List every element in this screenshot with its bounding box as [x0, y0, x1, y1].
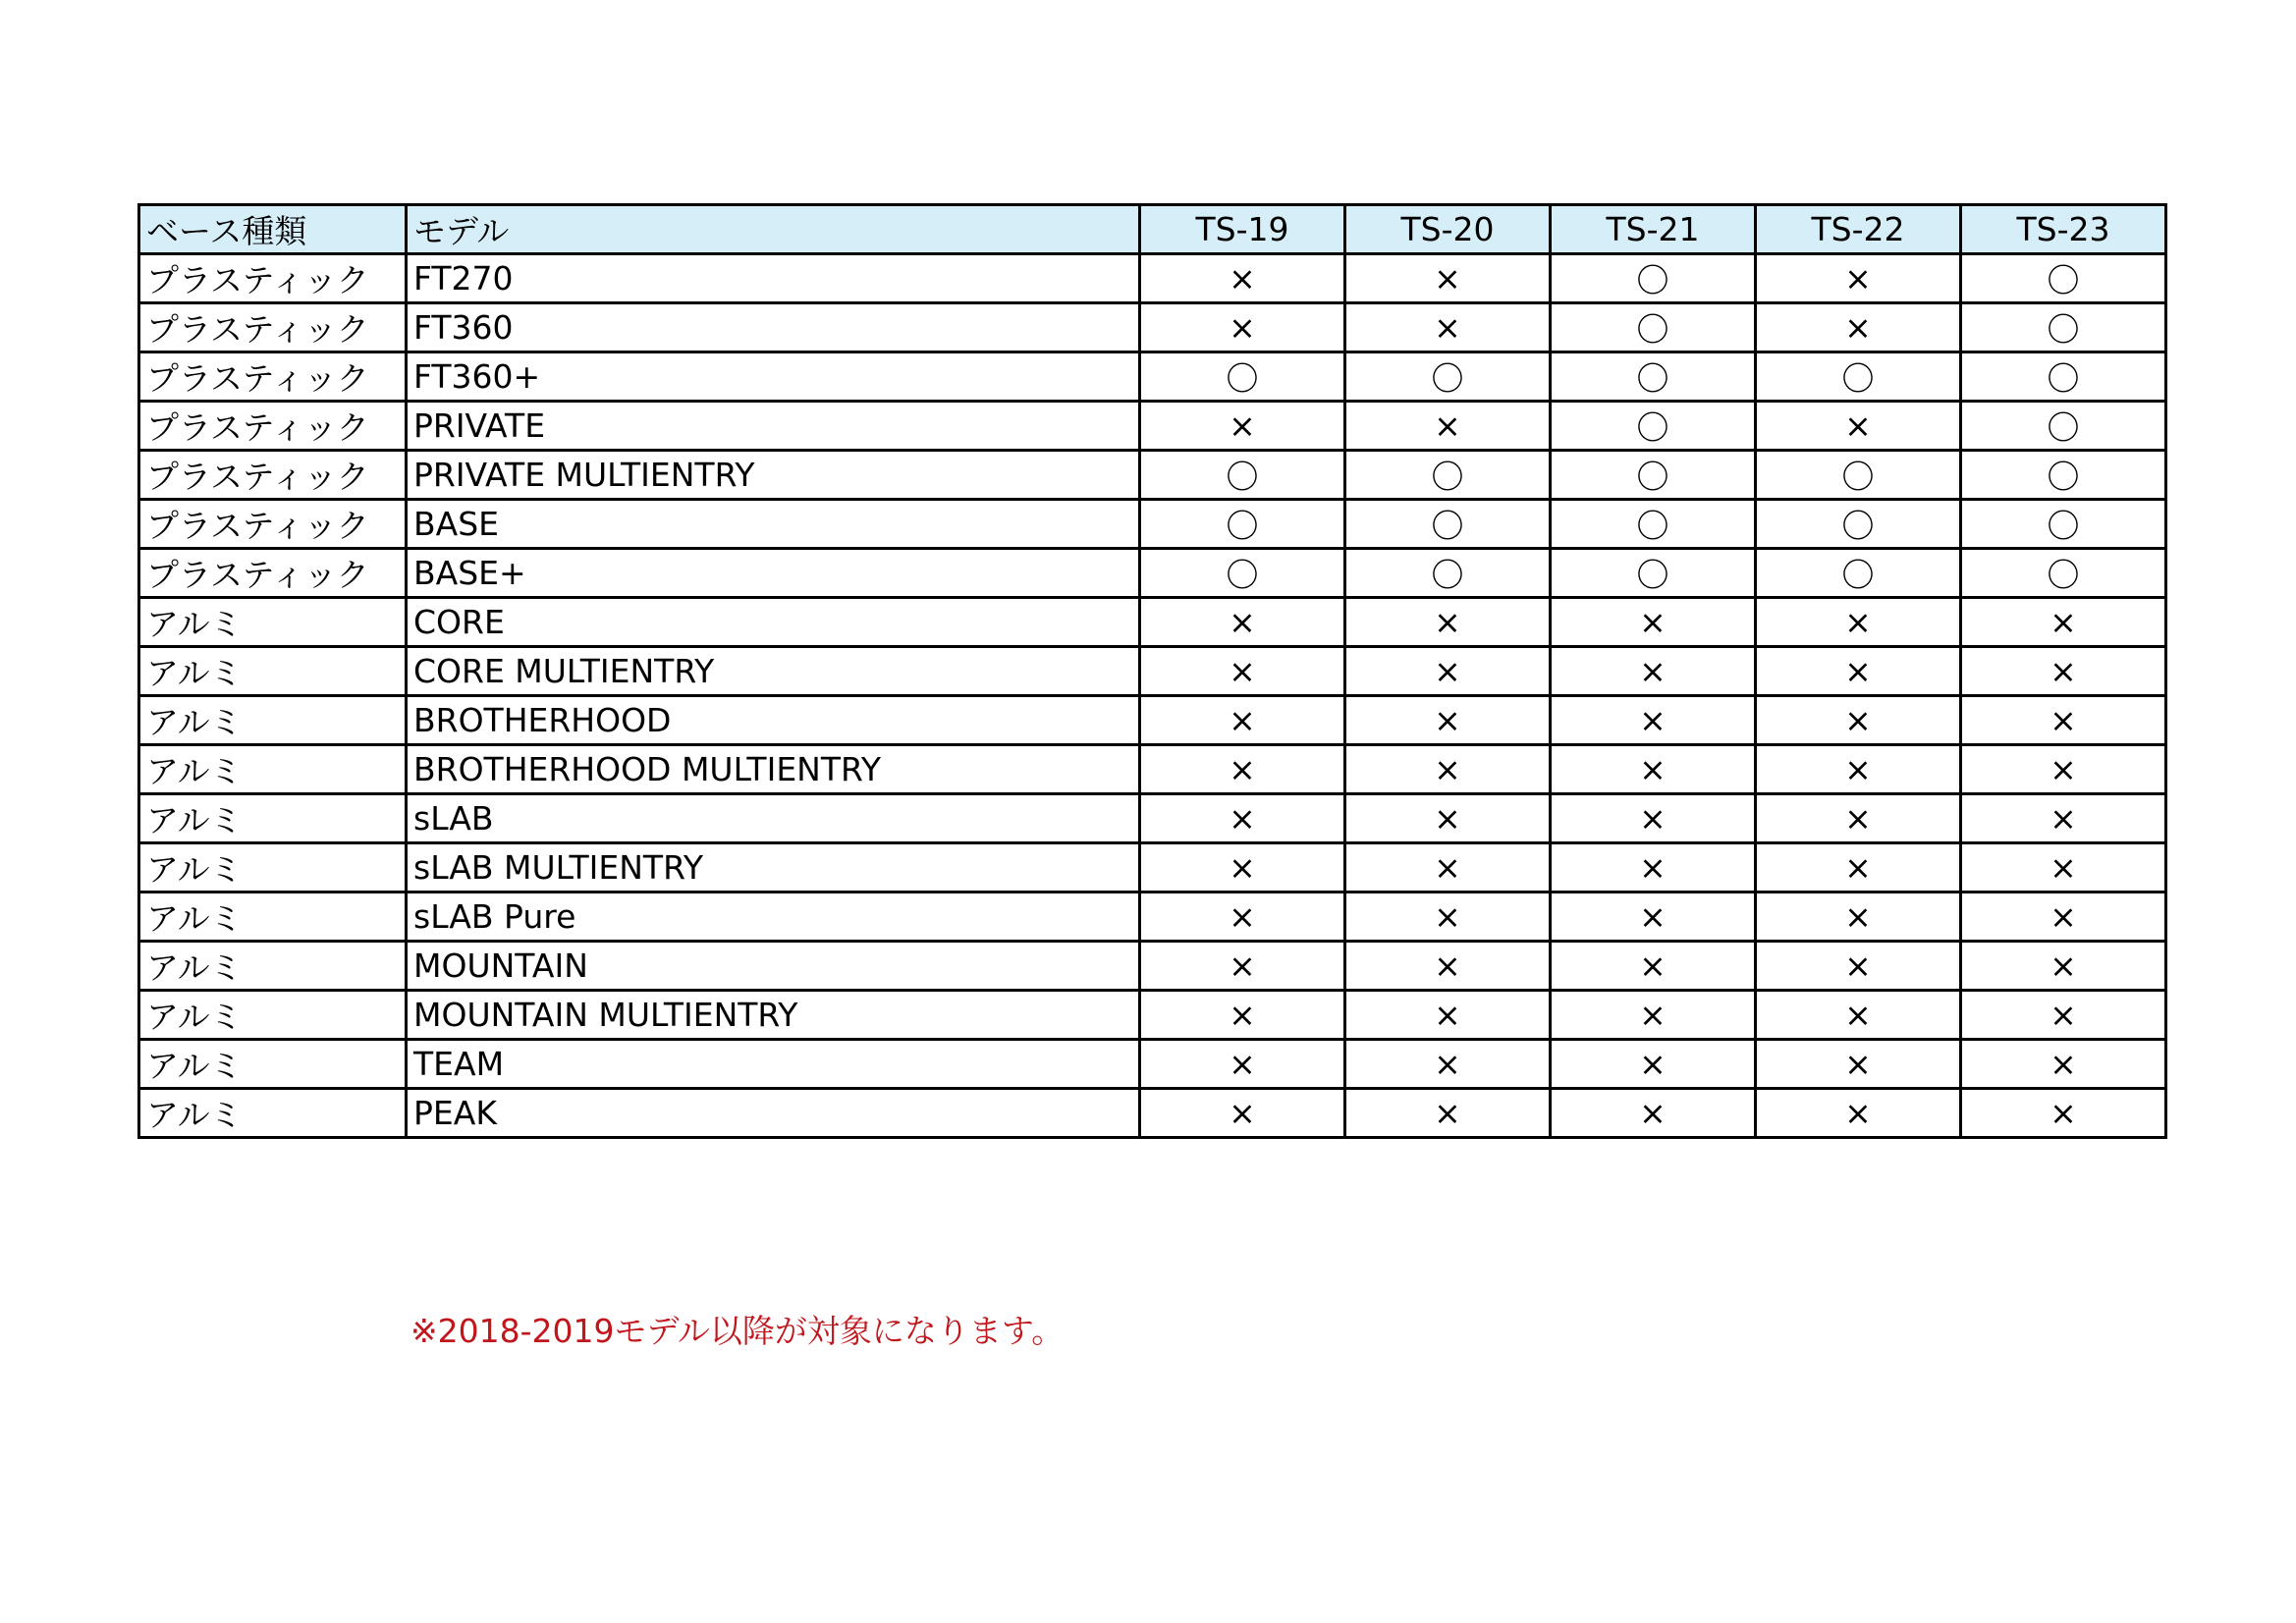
- model-cell: BROTHERHOOD MULTIENTRY: [407, 745, 1140, 794]
- model-cell: TEAM: [407, 1040, 1140, 1089]
- header-base-type: ベース種類: [139, 205, 407, 254]
- model-cell: MOUNTAIN MULTIENTRY: [407, 991, 1140, 1040]
- compat-cell-ts-21: 〇: [1551, 303, 1756, 352]
- compat-cell-ts-20: ×: [1345, 402, 1551, 451]
- compat-cell-ts-19: ×: [1140, 402, 1345, 451]
- compat-cell-ts-20: ×: [1345, 303, 1551, 352]
- compat-cell-ts-19: 〇: [1140, 451, 1345, 500]
- compat-cell-ts-19: 〇: [1140, 352, 1345, 402]
- compatibility-table: [137, 203, 2167, 1139]
- base-type-cell: プラスティック: [139, 549, 407, 598]
- compat-cell-ts-23: 〇: [1961, 500, 2166, 549]
- table-row: [139, 352, 2166, 402]
- compat-cell-ts-19: ×: [1140, 942, 1345, 991]
- header-ts-21: TS-21: [1551, 205, 1756, 254]
- compat-cell-ts-22: ×: [1756, 991, 1961, 1040]
- compat-cell-ts-21: ×: [1551, 598, 1756, 647]
- compat-cell-ts-21: ×: [1551, 794, 1756, 843]
- base-type-cell: アルミ: [139, 647, 407, 696]
- table-row: [139, 254, 2166, 303]
- compat-cell-ts-23: ×: [1961, 991, 2166, 1040]
- table-row: [139, 1040, 2166, 1089]
- model-cell: FT360+: [407, 352, 1140, 402]
- compat-cell-ts-22: ×: [1756, 1089, 1961, 1138]
- table-row: [139, 991, 2166, 1040]
- table-row: [139, 843, 2166, 893]
- table-row: [139, 598, 2166, 647]
- compat-cell-ts-19: ×: [1140, 794, 1345, 843]
- compat-cell-ts-22: ×: [1756, 402, 1961, 451]
- compat-cell-ts-21: 〇: [1551, 500, 1756, 549]
- compat-cell-ts-23: 〇: [1961, 402, 2166, 451]
- compat-cell-ts-21: ×: [1551, 893, 1756, 942]
- compat-cell-ts-22: 〇: [1756, 451, 1961, 500]
- compat-cell-ts-23: ×: [1961, 794, 2166, 843]
- compat-cell-ts-23: ×: [1961, 598, 2166, 647]
- compat-cell-ts-22: ×: [1756, 893, 1961, 942]
- compat-cell-ts-21: ×: [1551, 991, 1756, 1040]
- header-model: モデル: [407, 205, 1140, 254]
- compat-cell-ts-22: ×: [1756, 794, 1961, 843]
- compat-cell-ts-21: ×: [1551, 1040, 1756, 1089]
- compat-cell-ts-19: ×: [1140, 991, 1345, 1040]
- table-row: [139, 647, 2166, 696]
- compat-cell-ts-21: 〇: [1551, 451, 1756, 500]
- compat-cell-ts-22: ×: [1756, 745, 1961, 794]
- base-type-cell: アルミ: [139, 1040, 407, 1089]
- compat-cell-ts-19: ×: [1140, 843, 1345, 893]
- model-cell: FT270: [407, 254, 1140, 303]
- compat-cell-ts-20: ×: [1345, 893, 1551, 942]
- compat-cell-ts-23: 〇: [1961, 303, 2166, 352]
- compat-cell-ts-21: ×: [1551, 696, 1756, 745]
- compat-cell-ts-21: ×: [1551, 942, 1756, 991]
- base-type-cell: プラスティック: [139, 451, 407, 500]
- base-type-cell: プラスティック: [139, 352, 407, 402]
- table-row: [139, 500, 2166, 549]
- model-cell: sLAB Pure: [407, 893, 1140, 942]
- model-cell: sLAB MULTIENTRY: [407, 843, 1140, 893]
- compat-cell-ts-20: ×: [1345, 991, 1551, 1040]
- compat-cell-ts-22: ×: [1756, 696, 1961, 745]
- compat-cell-ts-23: ×: [1961, 942, 2166, 991]
- compat-cell-ts-22: 〇: [1756, 500, 1961, 549]
- compat-cell-ts-22: ×: [1756, 647, 1961, 696]
- compat-cell-ts-19: ×: [1140, 647, 1345, 696]
- compat-cell-ts-23: ×: [1961, 1040, 2166, 1089]
- table-row: [139, 942, 2166, 991]
- compat-cell-ts-19: ×: [1140, 598, 1345, 647]
- compat-cell-ts-19: ×: [1140, 254, 1345, 303]
- model-cell: CORE: [407, 598, 1140, 647]
- compat-cell-ts-22: ×: [1756, 303, 1961, 352]
- compat-cell-ts-21: 〇: [1551, 352, 1756, 402]
- base-type-cell: アルミ: [139, 893, 407, 942]
- model-cell: MOUNTAIN: [407, 942, 1140, 991]
- base-type-cell: プラスティック: [139, 500, 407, 549]
- table-row: [139, 402, 2166, 451]
- compat-cell-ts-23: ×: [1961, 745, 2166, 794]
- compat-cell-ts-20: ×: [1345, 1040, 1551, 1089]
- compat-cell-ts-21: ×: [1551, 843, 1756, 893]
- header-row: [139, 205, 2166, 254]
- compat-cell-ts-20: ×: [1345, 598, 1551, 647]
- compat-cell-ts-20: 〇: [1345, 549, 1551, 598]
- model-cell: PRIVATE MULTIENTRY: [407, 451, 1140, 500]
- compat-cell-ts-19: ×: [1140, 893, 1345, 942]
- compat-cell-ts-23: 〇: [1961, 451, 2166, 500]
- compat-cell-ts-19: 〇: [1140, 549, 1345, 598]
- compat-cell-ts-20: ×: [1345, 942, 1551, 991]
- header-ts-23: TS-23: [1961, 205, 2166, 254]
- table-row: [139, 745, 2166, 794]
- compat-cell-ts-20: ×: [1345, 696, 1551, 745]
- compat-cell-ts-23: ×: [1961, 843, 2166, 893]
- table-row: [139, 794, 2166, 843]
- compat-cell-ts-20: 〇: [1345, 451, 1551, 500]
- compat-cell-ts-19: ×: [1140, 303, 1345, 352]
- compat-cell-ts-20: 〇: [1345, 352, 1551, 402]
- base-type-cell: アルミ: [139, 1089, 407, 1138]
- compat-cell-ts-22: 〇: [1756, 352, 1961, 402]
- header-ts-20: TS-20: [1345, 205, 1551, 254]
- table-body: [139, 254, 2166, 1138]
- model-cell: BASE+: [407, 549, 1140, 598]
- compat-cell-ts-23: 〇: [1961, 352, 2166, 402]
- footnote: ※2018-2019モデル以降が対象になります。: [410, 1312, 1065, 1350]
- compat-cell-ts-23: ×: [1961, 647, 2166, 696]
- compat-cell-ts-20: ×: [1345, 254, 1551, 303]
- table-row: [139, 893, 2166, 942]
- compat-cell-ts-19: 〇: [1140, 500, 1345, 549]
- base-type-cell: アルミ: [139, 598, 407, 647]
- base-type-cell: アルミ: [139, 696, 407, 745]
- compat-cell-ts-23: 〇: [1961, 254, 2166, 303]
- compat-cell-ts-22: ×: [1756, 254, 1961, 303]
- model-cell: PRIVATE: [407, 402, 1140, 451]
- model-cell: CORE MULTIENTRY: [407, 647, 1140, 696]
- model-cell: BROTHERHOOD: [407, 696, 1140, 745]
- compat-cell-ts-19: ×: [1140, 745, 1345, 794]
- table-row: [139, 451, 2166, 500]
- model-cell: sLAB: [407, 794, 1140, 843]
- compat-cell-ts-22: 〇: [1756, 549, 1961, 598]
- compat-cell-ts-22: ×: [1756, 942, 1961, 991]
- compat-cell-ts-20: ×: [1345, 843, 1551, 893]
- compat-cell-ts-22: ×: [1756, 843, 1961, 893]
- compat-cell-ts-23: 〇: [1961, 549, 2166, 598]
- compat-cell-ts-19: ×: [1140, 696, 1345, 745]
- base-type-cell: プラスティック: [139, 254, 407, 303]
- compat-cell-ts-20: ×: [1345, 745, 1551, 794]
- compat-cell-ts-21: ×: [1551, 1089, 1756, 1138]
- model-cell: PEAK: [407, 1089, 1140, 1138]
- base-type-cell: アルミ: [139, 991, 407, 1040]
- base-type-cell: アルミ: [139, 843, 407, 893]
- compat-cell-ts-21: 〇: [1551, 254, 1756, 303]
- header-ts-19: TS-19: [1140, 205, 1345, 254]
- model-cell: BASE: [407, 500, 1140, 549]
- table-row: [139, 303, 2166, 352]
- compat-cell-ts-23: ×: [1961, 696, 2166, 745]
- compat-cell-ts-23: ×: [1961, 893, 2166, 942]
- compat-cell-ts-21: 〇: [1551, 549, 1756, 598]
- base-type-cell: アルミ: [139, 745, 407, 794]
- compat-cell-ts-23: ×: [1961, 1089, 2166, 1138]
- table-row: [139, 549, 2166, 598]
- table-row: [139, 696, 2166, 745]
- table-row: [139, 1089, 2166, 1138]
- base-type-cell: アルミ: [139, 794, 407, 843]
- compat-cell-ts-21: ×: [1551, 647, 1756, 696]
- compat-cell-ts-19: ×: [1140, 1040, 1345, 1089]
- compat-cell-ts-21: 〇: [1551, 402, 1756, 451]
- compat-cell-ts-21: ×: [1551, 745, 1756, 794]
- base-type-cell: プラスティック: [139, 303, 407, 352]
- compat-cell-ts-19: ×: [1140, 1089, 1345, 1138]
- base-type-cell: プラスティック: [139, 402, 407, 451]
- model-cell: FT360: [407, 303, 1140, 352]
- header-ts-22: TS-22: [1756, 205, 1961, 254]
- compat-cell-ts-20: ×: [1345, 794, 1551, 843]
- base-type-cell: アルミ: [139, 942, 407, 991]
- compat-cell-ts-20: 〇: [1345, 500, 1551, 549]
- compat-cell-ts-20: ×: [1345, 1089, 1551, 1138]
- compat-cell-ts-22: ×: [1756, 1040, 1961, 1089]
- compat-cell-ts-20: ×: [1345, 647, 1551, 696]
- compat-cell-ts-22: ×: [1756, 598, 1961, 647]
